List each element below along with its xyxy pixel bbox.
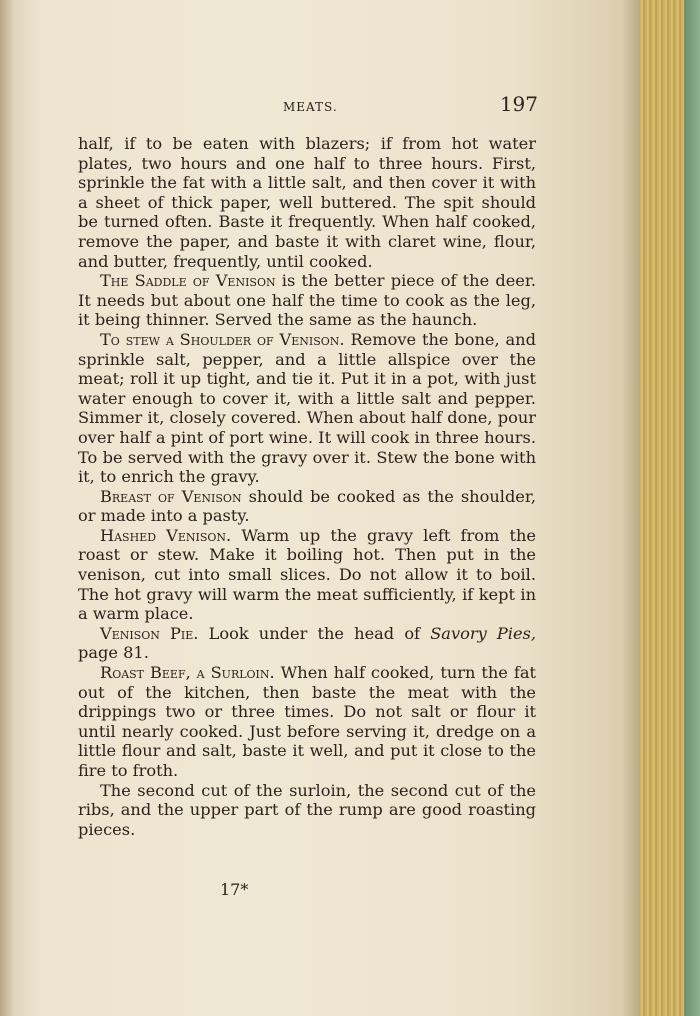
paragraph-heading: To stew a Shoulder of Venison. (100, 329, 345, 349)
paragraph-heading: Hashed Venison. (100, 525, 232, 545)
spine-shadow (0, 0, 14, 1016)
paragraph-text: is the better piece of the deer. It needs but about one half the time to cook as the leg, it being thinner. Served the same as the haunch. (78, 271, 536, 330)
body-text (78, 134, 536, 839)
paragraph-saddle-of-venison (78, 271, 536, 330)
cross-reference: Savory Pies, (430, 623, 536, 643)
paragraph-text: Remove the bone, and sprinkle salt, pepper, and a little allspice over the meat; roll it up tight, and tie it. Put it in a pot, with just water enough to cover it, with a little salt and pepper. Simmer it, closely covered. When about half done, pour over half a pint of port wine. It will cook in three hours. To be served with the gravy over it. Stew the bone with it, to enrich the gravy. (78, 329, 536, 487)
paragraph-text: Warm up the gravy left from the roast or stew. Make it boiling hot. Then put in the venison, cut into small slices. Do not allow it to boil. The hot gravy will warm the meat sufficiently, if kept in a warm place. (78, 525, 536, 624)
paragraph-venison-pie (78, 624, 536, 663)
paragraph-continuation (78, 134, 536, 271)
paragraph-text: should be cooked as the shoulder, or made into a pasty. (78, 486, 536, 526)
page-number: 197 (499, 92, 538, 116)
paragraph-text: The second cut of the surloin, the second cut of the ribs, and the upper part of the rump are good roasting pieces. (78, 780, 536, 839)
paragraph-hashed-venison (78, 526, 536, 624)
paragraph-second-cut (78, 781, 536, 840)
paragraph-heading: Venison Pie. (100, 623, 199, 643)
paragraph-heading: Breast of Venison (100, 486, 242, 506)
page-edges (640, 0, 700, 1016)
paragraph-text: Look under the head of (198, 623, 431, 643)
paragraph-stew-shoulder (78, 330, 536, 487)
paragraph-breast-of-venison (78, 487, 536, 526)
paragraph-heading: The Saddle of Venison (100, 271, 276, 291)
signature-mark: 17* (220, 880, 249, 899)
page-header (78, 92, 538, 122)
paragraph-roast-beef (78, 663, 536, 781)
paragraph-heading: Roast Beef, a Surloin. (100, 663, 275, 683)
paragraph-text: When half cooked, turn the fat out of the kitchen, then baste the meat with the drippings two or three times. Do not salt or flour it until nearly cooked. Just before serving it, dredge on a little flour and salt, baste it well, and put it close to the fire to froth. (78, 663, 536, 780)
running-head: MEATS. (283, 100, 338, 114)
paragraph-text-end: page 81. (78, 643, 149, 663)
paragraph-text: half, if to be eaten with blazers; if from hot water plates, two hours and one half to three hours. First, sprinkle the fat with a little salt, and then cover it with a sheet of thick paper, well buttered. The spit should be turned often. Baste it frequently. When half cooked, remove the paper, and baste it with claret wine, flour, and butter, frequently, until cooked. (78, 134, 536, 271)
